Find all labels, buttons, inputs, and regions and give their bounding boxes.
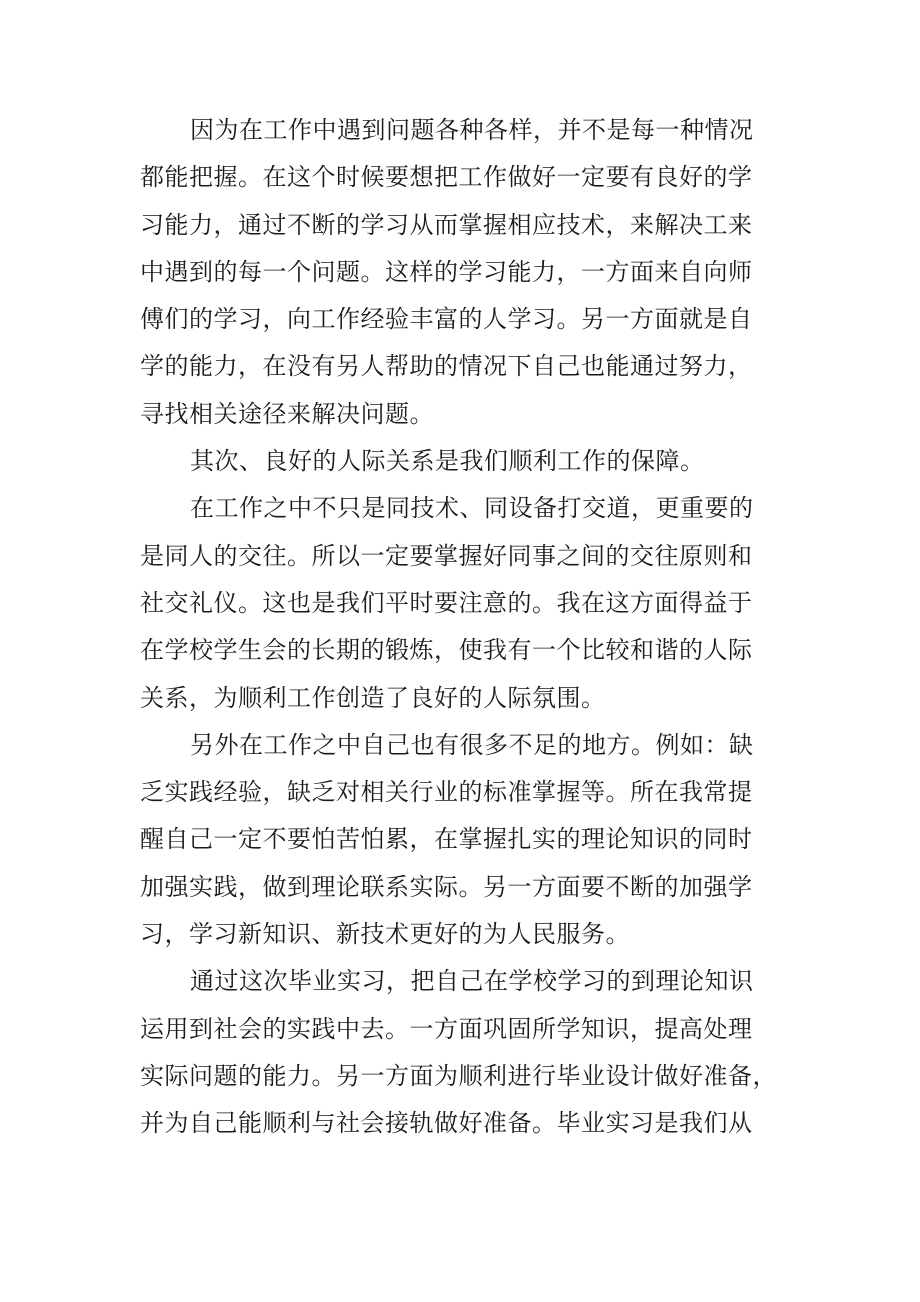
text-line: 学的能力，在没有另人帮助的情况下自己也能通过努力， bbox=[140, 352, 753, 381]
text-line: 因为在工作中遇到问题各种各样，并不是每一种情况 bbox=[190, 116, 754, 144]
text-line: 运用到社会的实践中去。一方面巩固所学知识，提高处理 bbox=[140, 1014, 753, 1043]
text-line: 在工作之中不只是同技术、同设备打交道，更重要的 bbox=[190, 494, 754, 523]
text-line: 实际问题的能力。另一方面为顺利进行毕业设计做好准备， bbox=[140, 1061, 777, 1090]
text-line: 关系，为顺利工作创造了良好的人际氛围。 bbox=[140, 683, 606, 712]
text-line: 傅们的学习，向工作经验丰富的人学习。另一方面就是自 bbox=[140, 305, 753, 334]
text-line: 社交礼仪。这也是我们平时要注意的。我在这方面得益于 bbox=[140, 588, 753, 617]
text-line: 习能力，通过不断的学习从而掌握相应技术，来解决工来 bbox=[140, 210, 753, 239]
text-line: 另外在工作之中自己也有很多不足的地方。例如：缺 bbox=[190, 730, 754, 759]
text-line: 加强实践，做到理论联系实际。另一方面要不断的加强学 bbox=[140, 872, 753, 901]
text-line: 是同人的交往。所以一定要掌握好同事之间的交往原则和 bbox=[140, 541, 753, 570]
text-line: 都能把握。在这个时候要想把工作做好一定要有良好的学 bbox=[140, 163, 753, 192]
text-line: 并为自己能顺利与社会接轨做好准备。毕业实习是我们从 bbox=[140, 1109, 753, 1138]
text-line: 在学校学生会的长期的锻炼，使我有一个比较和谐的人际 bbox=[140, 636, 753, 665]
text-line: 习，学习新知识、新技术更好的为人民服务。 bbox=[140, 920, 630, 949]
text-line: 寻找相关途径来解决问题。 bbox=[140, 399, 434, 428]
document-body bbox=[140, 107, 780, 1148]
text-line: 通过这次毕业实习，把自己在学校学习的到理论知识 bbox=[190, 967, 754, 996]
text-line: 其次、良好的人际关系是我们顺利工作的保障。 bbox=[190, 447, 705, 476]
text-line: 中遇到的每一个问题。这样的学习能力，一方面来自向师 bbox=[140, 257, 753, 286]
text-line: 醒自己一定不要怕苦怕累，在掌握扎实的理论知识的同时 bbox=[140, 825, 753, 854]
text-line: 乏实践经验，缺乏对相关行业的标准掌握等。所在我常提 bbox=[140, 778, 753, 807]
